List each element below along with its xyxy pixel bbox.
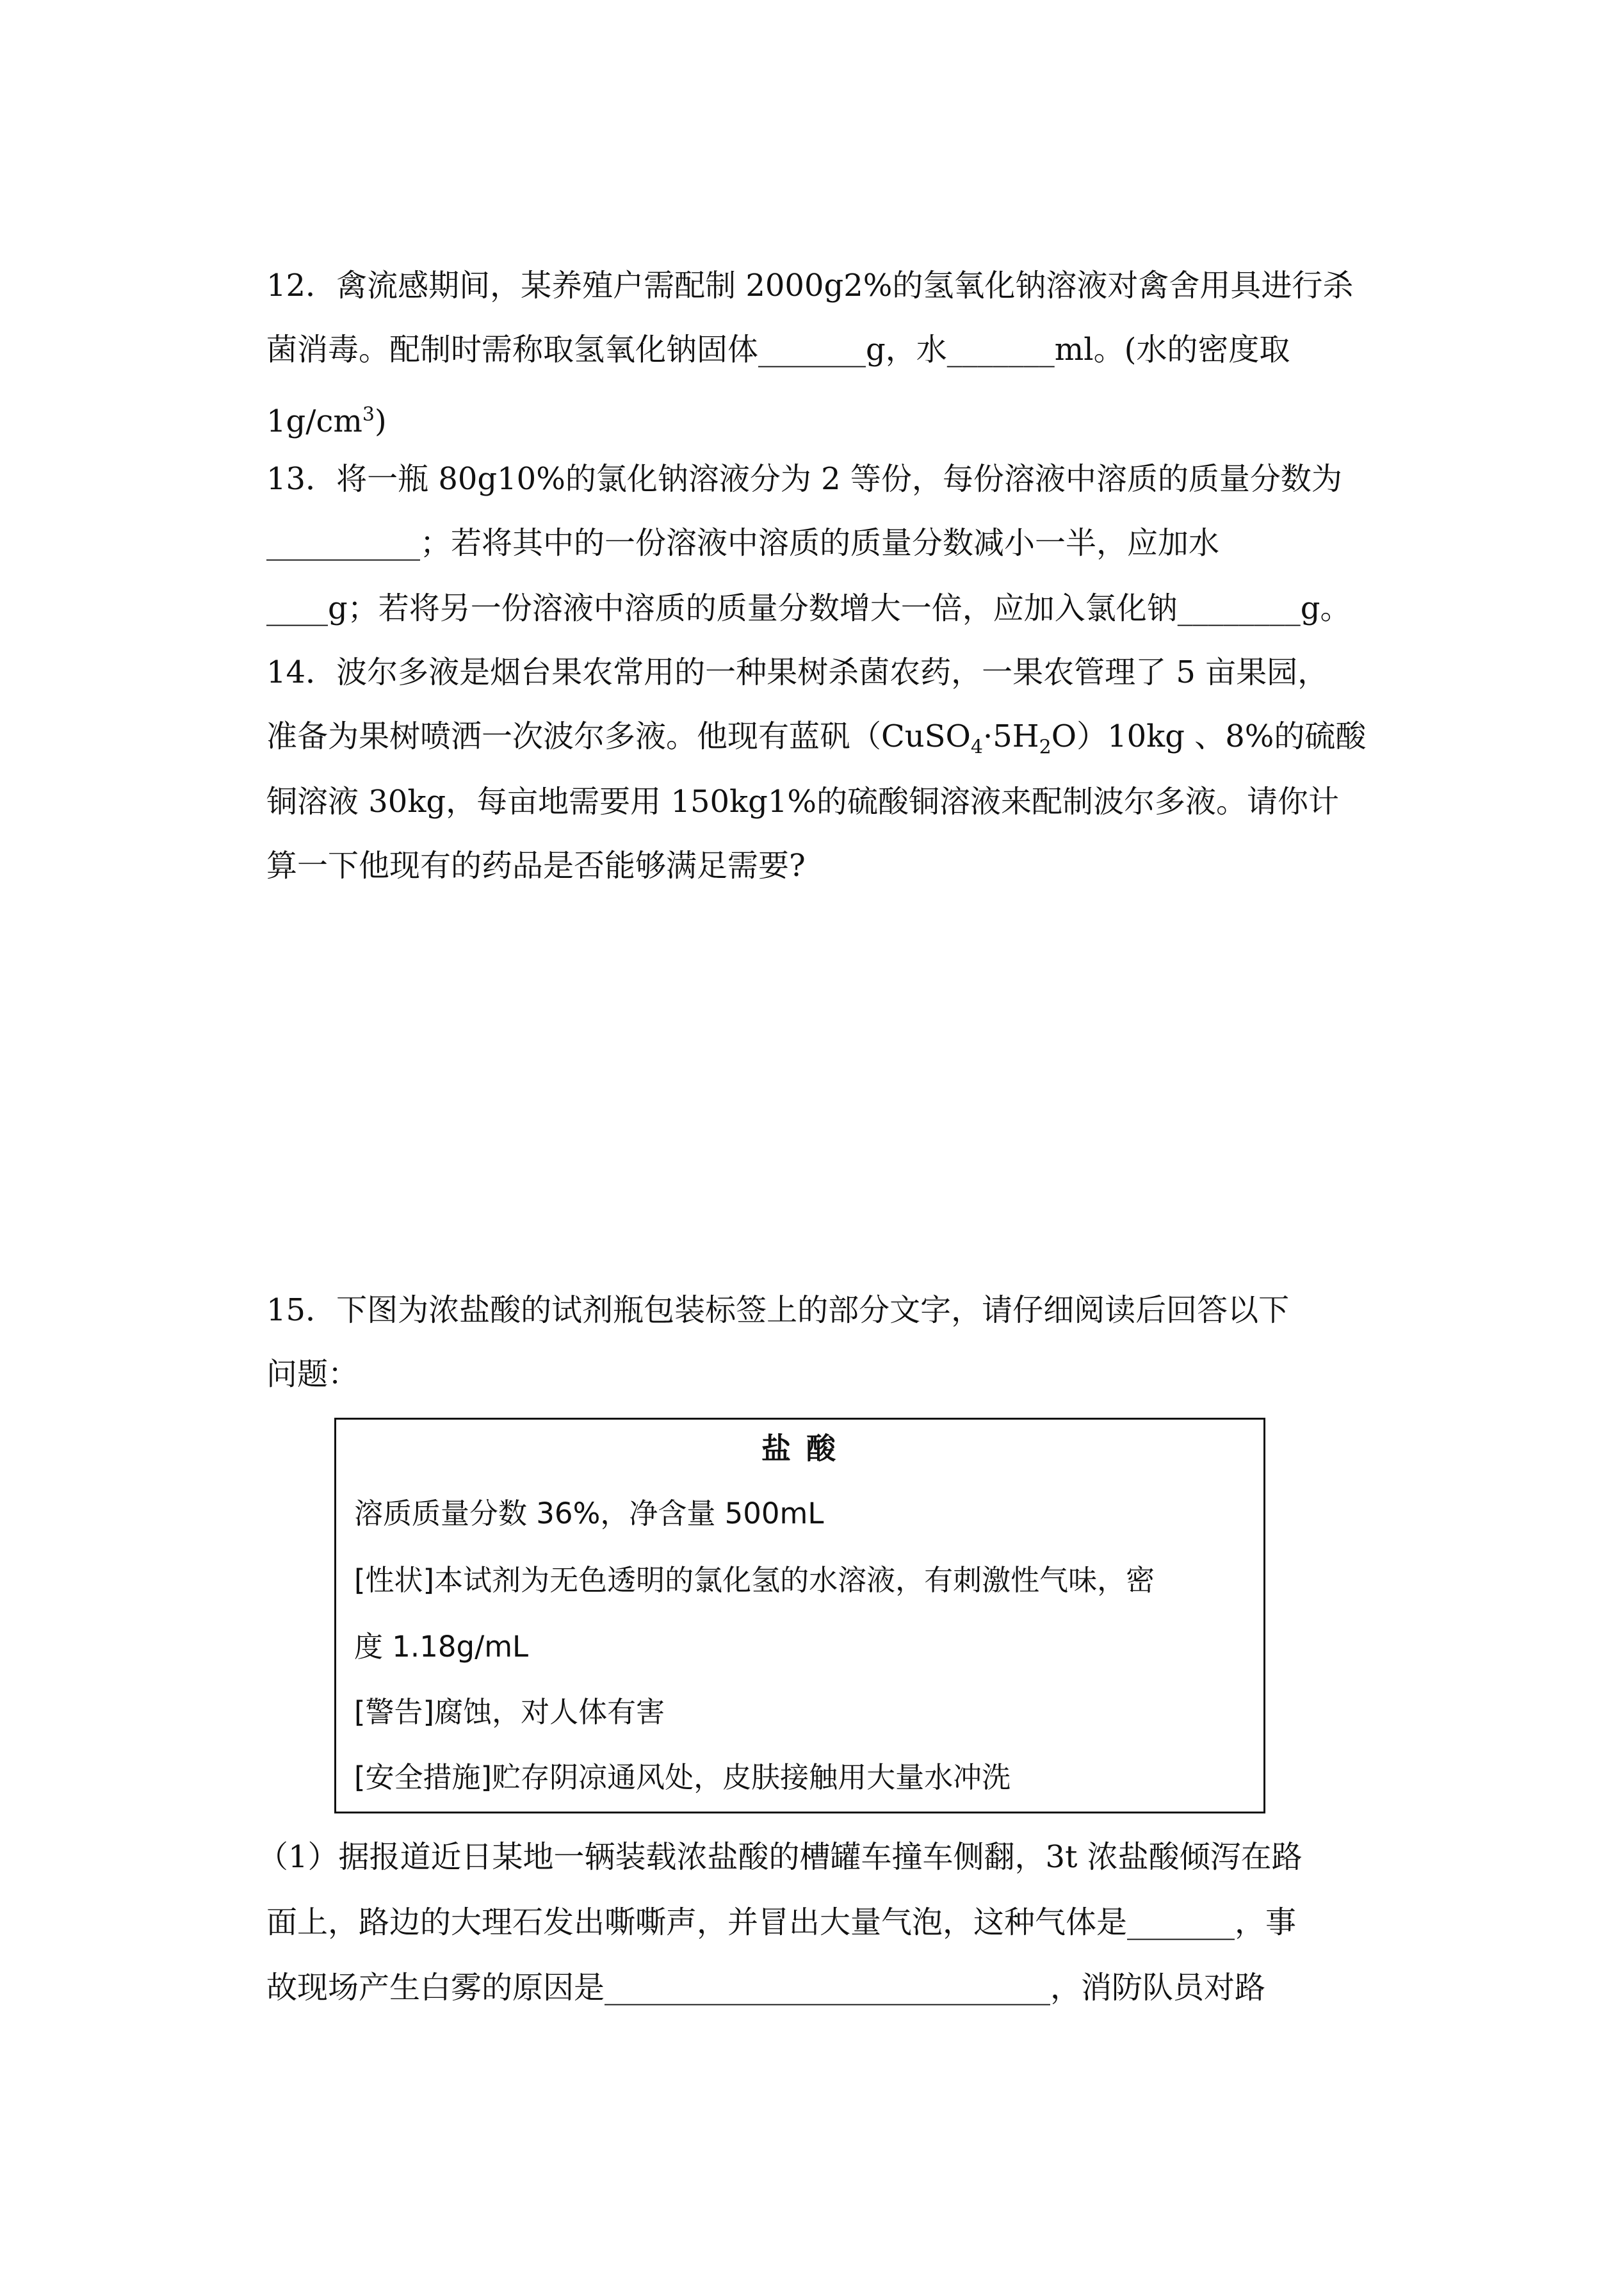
q14-line-4: 算一下他现有的药品是否能够满足需要? bbox=[266, 848, 806, 884]
q14-line-2 bbox=[266, 717, 1366, 767]
q13-line-3: ____g；若将另一份溶液中溶质的质量分数增大一倍，应加入氯化钠________g。 bbox=[266, 590, 1351, 626]
q14-line-1: 14．波尔多液是烟台果农常用的一种果树杀菌农药，一果农管理了 5 亩果园， bbox=[266, 654, 1329, 690]
q14-formula-sub-2: 2 bbox=[1039, 736, 1052, 759]
q14-formula-sub-4: 4 bbox=[970, 736, 983, 759]
q15-sub1-line-1: （1）据报道近日某地一辆装载浓盐酸的槽罐车撞车侧翻，3t 浓盐酸倾泻在路 bbox=[257, 1839, 1303, 1875]
q13-line-2: __________；若将其中的一份溶液中溶质的质量分数减小一半，应加水 bbox=[266, 525, 1220, 561]
q15-sub1-line-3: 故现场产生白雾的原因是_____________________________，消防队员对路 bbox=[266, 1970, 1266, 2006]
q15-line-2: 问题： bbox=[266, 1356, 359, 1392]
reagent-label-warning: [警告]腐蚀，对人体有害 bbox=[354, 1695, 665, 1729]
q14-formula-suffix: O）10kg 、8%的硫酸 bbox=[1051, 718, 1367, 754]
q12-density-close: ) bbox=[374, 403, 387, 439]
q12-line-1: 12．禽流感期间，某养殖户需配制 2000g2%的氢氧化钠溶液对禽舍用具进行杀 bbox=[266, 268, 1354, 304]
q12-line-3 bbox=[266, 396, 387, 441]
q15-sub1-line-2: 面上，路边的大理石发出嘶嘶声，并冒出大量气泡，这种气体是_______，事 bbox=[266, 1904, 1297, 1940]
q14-formula-mid: ·5H bbox=[982, 718, 1039, 754]
q13-line-1: 13．将一瓶 80g10%的氯化钠溶液分为 2 等份，每份溶液中溶质的质量分数为 bbox=[266, 461, 1342, 497]
reagent-label-safety: [安全措施]贮存阴凉通风处，皮肤接触用大量水冲洗 bbox=[354, 1760, 1011, 1794]
reagent-label-properties: [性状]本试剂为无色透明的氯化氢的水溶液，有刺激性气味，密 bbox=[354, 1563, 1155, 1597]
reagent-label-title: 盐 酸 bbox=[761, 1431, 838, 1466]
q12-density-text: 1g/cm bbox=[266, 403, 362, 439]
q12-line-2: 菌消毒。配制时需称取氢氧化钠固体_______g，水_______ml。(水的密度取 bbox=[266, 332, 1290, 368]
q14-line-3: 铜溶液 30kg，每亩地需要用 150kg1%的硫酸铜溶液来配制波尔多液。请你计 bbox=[266, 784, 1339, 820]
q12-density-exponent: 3 bbox=[362, 403, 375, 426]
q14-formula-prefix: 准备为果树喷洒一次波尔多液。他现有蓝矾（CuSO bbox=[266, 718, 971, 754]
q15-line-1: 15．下图为浓盐酸的试剂瓶包装标签上的部分文字，请仔细阅读后回答以下 bbox=[266, 1292, 1290, 1328]
reagent-label-density: 度 1.18g/mL bbox=[354, 1630, 529, 1664]
reagent-label-box bbox=[334, 1418, 1265, 1813]
reagent-label-concentration: 溶质质量分数 36%，净含量 500mL bbox=[354, 1496, 824, 1530]
